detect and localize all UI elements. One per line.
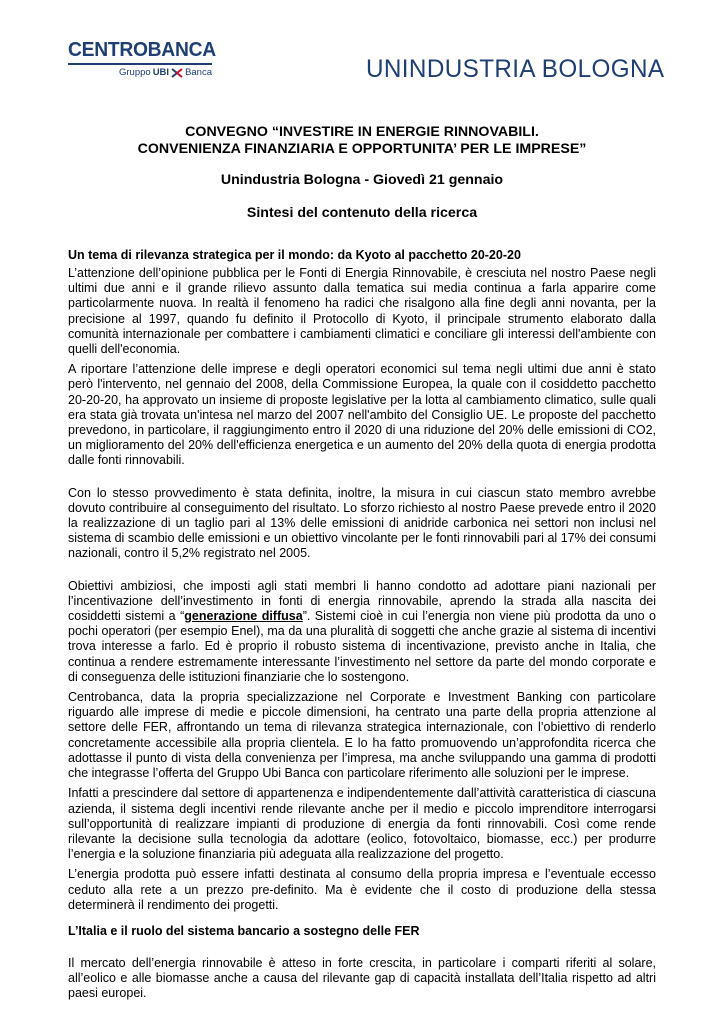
section2-heading: L’Italia e il ruolo del sistema bancario a sostegno delle FER (68, 923, 420, 938)
centrobanca-logo (68, 40, 214, 84)
section1-paragraph-1: L’attenzione dell’opinione pubblica per le Fonti di Energia Rinnovabile, è cresciuta nel nostro Paese negli ultimi due anni e il grande rilievo assunto dalla tematica sui media continua a farla apparire come particolarmente nuova. In realtà il fenomeno ha radici che risalgono alla fine degli anni novanta, per la precisione al 1997, quando fu definito il Protocollo di Kyoto, il principale strumento elaborato dalla comunità internazionale per combattere i cambiamenti climatici e conciliare gli interessi dell'ambiente con quelli dell'economia. (68, 266, 656, 357)
section1-paragraph-5: Centrobanca, data la propria specializzazione nel Corporate e Investment Banking con particolare riguardo alle imprese di medie e piccole dimensioni, ha centrato una parte della propria attenzione al settore delle FER, affrontando un tema di rilevanza strategica internazionale, con l’obiettivo di renderlo concretamente accessibile alla propria clientela. E lo ha fatto promuovendo un’approfondita ricerca che adottasse il punto di vista della convenienza per l’impresa, ma anche sviluppando una gamma di prodotti che integrasse l’offerta del Gruppo Ubi Banca con particolare riferimento alle soluzioni per le imprese. (68, 690, 656, 781)
section1-paragraph-4 (68, 579, 656, 685)
section1-paragraph-6: Infatti a prescindere dal settore di appartenenza e indipendentemente dall’attività caratteristica di ciascuna azienda, il sistema degli incentivi rende rilevante anche per il medio e piccolo imprenditore interrogarsi sull’opportunità di realizzare impianti di produzione di energia da fonti rinnovabili. Così come rende rilevante la decisione sulla tecnologia da adottare (eolico, fotovoltaico, biomasse, ecc.) per produrre l’energia e la soluzione finanziaria più adeguata alla realizzazione del progetto. (68, 786, 656, 862)
ubi-group-label (119, 67, 212, 78)
centrobanca-logo-rule (68, 63, 212, 65)
section1-heading: Un tema di rilevanza strategica per il mondo: da Kyoto al pacchetto 20-20-20 (68, 248, 521, 262)
section2-paragraph-1: Il mercato dell’energia rinnovabile è atteso in forte crescita, in particolare i comparti riferiti al solare, all’eolico e alle biomasse anche a causa del rilevante gap di capacità installata dell’Italia rispetto ad altri paesi europei. (68, 955, 656, 1001)
unindustria-logo: UNINDUSTRIA BOLOGNA (366, 55, 665, 83)
centrobanca-logo-text: CENTROBANCA (68, 38, 216, 61)
ubi-mark-icon (171, 68, 183, 78)
generazione-diffusa-highlight: generazione diffusa (184, 609, 303, 624)
title-line-1: CONVEGNO “INVESTIRE IN ENERGIE RINNOVABILI. (185, 124, 539, 140)
section1-paragraph-2: A riportare l’attenzione delle imprese e degli operatori economici sul tema negli ultimi due anni è stato però l'intervento, nel gennaio del 2008, della Commissione Europea, la quale con il cosiddetto pacchetto 20-20-20, ha approvato un insieme di proposte legislative per la lotta al cambiamento climatico, sulle quali era stata già trovata un'intesa nel marzo del 2007 nell'ambito del Consiglio UE. Le proposte del pacchetto prevedono, in particolare, il raggiungimento entro il 2020 di una riduzione del 20% delle emissioni di CO2, un miglioramento del 20% dell'efficienza energetica e un aumento del 20% della quota di energia prodotta dalle fonti rinnovabili. (68, 362, 656, 468)
p4-text-before: Obiettivi ambiziosi, che imposti agli stati membri li hanno condotto ad adottare piani nazionali per l’incentivazione dell’investimento in fonti di energia rinnovabile, aprendo la strada alla nascita dei cosiddetti sistemi a “ (68, 578, 656, 624)
event-subtitle: Unindustria Bologna - Giovedì 21 gennaio (220, 172, 504, 188)
ubi-group-ubi: UBI (152, 67, 170, 78)
document-body (68, 248, 656, 1007)
ubi-group-prefix: Gruppo (119, 67, 151, 78)
title-line-2: CONVENIENZA FINANZIARIA E OPPORTUNITA’ PER LE IMPRESE” (137, 141, 587, 157)
summary-subtitle: Sintesi del contenuto della ricerca (246, 205, 478, 221)
p4-text-after: ”. Sistemi cioè in cui l’energia non viene più prodotta da uno o pochi operatori (per esempio Enel), ma da una pluralità di soggetti che anche grazie al sistema di incentivi trova interesse a farlo. Ed è proprio il robusto sistema di incentivazione, previsto anche in Italia, che continua a rendere estremamente interessante l’investimento nel settore da parte del mondo corporate e di conseguenza delle istituzioni finanziarie che lo sostengono. (68, 609, 657, 684)
section1-paragraph-7: L’energia prodotta può essere infatti destinata al consumo della propria impresa e l’eventuale eccesso ceduto alla rete a un prezzo pre-definito. Ma è evidente che il costo di produzione della stessa determinerà il rendimento dei progetti. (68, 867, 656, 912)
section1-paragraph-3: Con lo stesso provvedimento è stata definita, inoltre, la misura in cui ciascun stato membro avrebbe dovuto contribuire al conseguimento del risultato. Lo sforzo richiesto al nostro Paese prevede entro il 2020 la realizzazione di un taglio pari al 13% delle emissioni di anidride carbonica nei settori non inclusi nel sistema di scambio delle emissioni e un obiettivo vincolante per le fonti rinnovabili pari al 17% dei consumi nazionali, contro il 5,2% registrato nel 2005. (68, 485, 656, 561)
ubi-group-suffix: Banca (185, 67, 212, 78)
document-title (60, 124, 664, 158)
